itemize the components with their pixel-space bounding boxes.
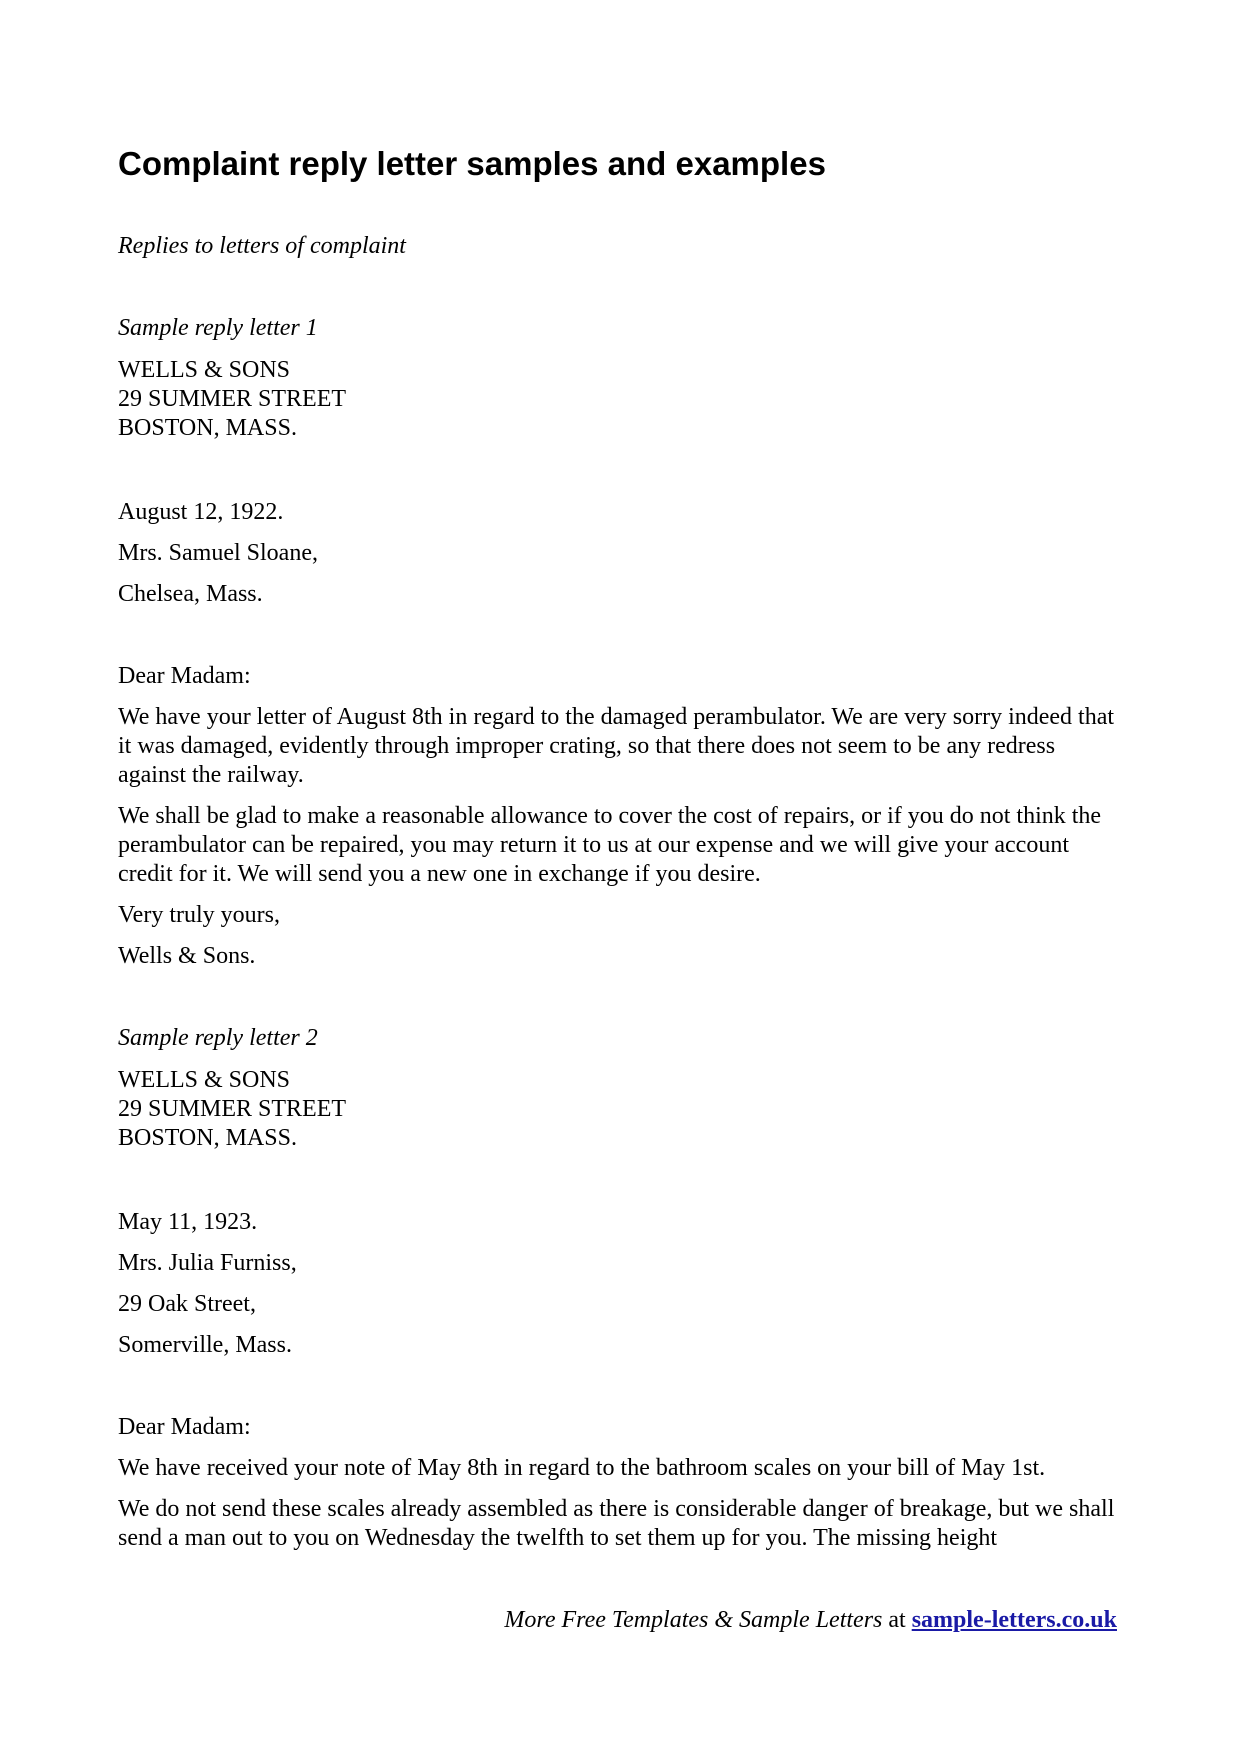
sender-line: BOSTON, MASS.: [118, 415, 297, 441]
sender-address: [118, 356, 1128, 443]
sender-line: WELLS & SONS: [118, 357, 291, 383]
footer-text: More Free Templates & Sample Letters: [504, 1607, 883, 1633]
salutation: Dear Madam:: [118, 1414, 251, 1440]
letter-date: May 11, 1923.: [118, 1209, 258, 1235]
letter-date: August 12, 1922.: [118, 499, 284, 525]
recipient-line: Somerville, Mass.: [118, 1332, 292, 1358]
body-paragraph: We shall be glad to make a reasonable allowance to cover the cost of repairs, or if you do not think the perambulator can be repaired, you may return it to us at our expense and we will give your account credit for it. We will send you a new one in exchange if you desire.: [118, 803, 1102, 887]
page-subtitle: Replies to letters of complaint: [118, 233, 406, 259]
salutation: Dear Madam:: [118, 663, 251, 689]
recipient-line: Mrs. Julia Furniss,: [118, 1250, 297, 1276]
sample-letter-2: [118, 1024, 1128, 1553]
body-paragraph: We have received your note of May 8th in regard to the bathroom scales on your bill of May 1st.: [118, 1455, 1046, 1481]
page-footer: [504, 1606, 1117, 1635]
recipient-line: Chelsea, Mass.: [118, 581, 263, 607]
letter-heading: Sample reply letter 2: [118, 1025, 318, 1051]
signature: Wells & Sons.: [118, 943, 256, 969]
closing: Very truly yours,: [118, 902, 280, 928]
footer-link[interactable]: sample-letters.co.uk: [911, 1607, 1117, 1633]
document-content: [118, 142, 1128, 1553]
recipient-line: 29 Oak Street,: [118, 1291, 256, 1317]
recipient-line: Mrs. Samuel Sloane,: [118, 540, 318, 566]
sender-line: 29 SUMMER STREET: [118, 386, 347, 412]
sender-line: WELLS & SONS: [118, 1067, 291, 1093]
footer-connector: at: [888, 1607, 906, 1633]
page-title: Complaint reply letter samples and examples: [118, 145, 826, 182]
body-paragraph: We do not send these scales already assembled as there is considerable danger of breakage, but we shall send a man out to you on Wednesday the twelfth to set them up for you. The missing height: [118, 1496, 1115, 1551]
sample-letter-1: [118, 314, 1128, 971]
sender-line: 29 SUMMER STREET: [118, 1096, 347, 1122]
body-paragraph: We have your letter of August 8th in regard to the damaged perambulator. We are very sorry indeed that it was damaged, evidently through improper crating, so that there does not seem to be any redress against the railway.: [118, 704, 1115, 788]
sender-line: BOSTON, MASS.: [118, 1125, 297, 1151]
letter-heading: Sample reply letter 1: [118, 315, 318, 341]
sender-address: [118, 1066, 1128, 1153]
